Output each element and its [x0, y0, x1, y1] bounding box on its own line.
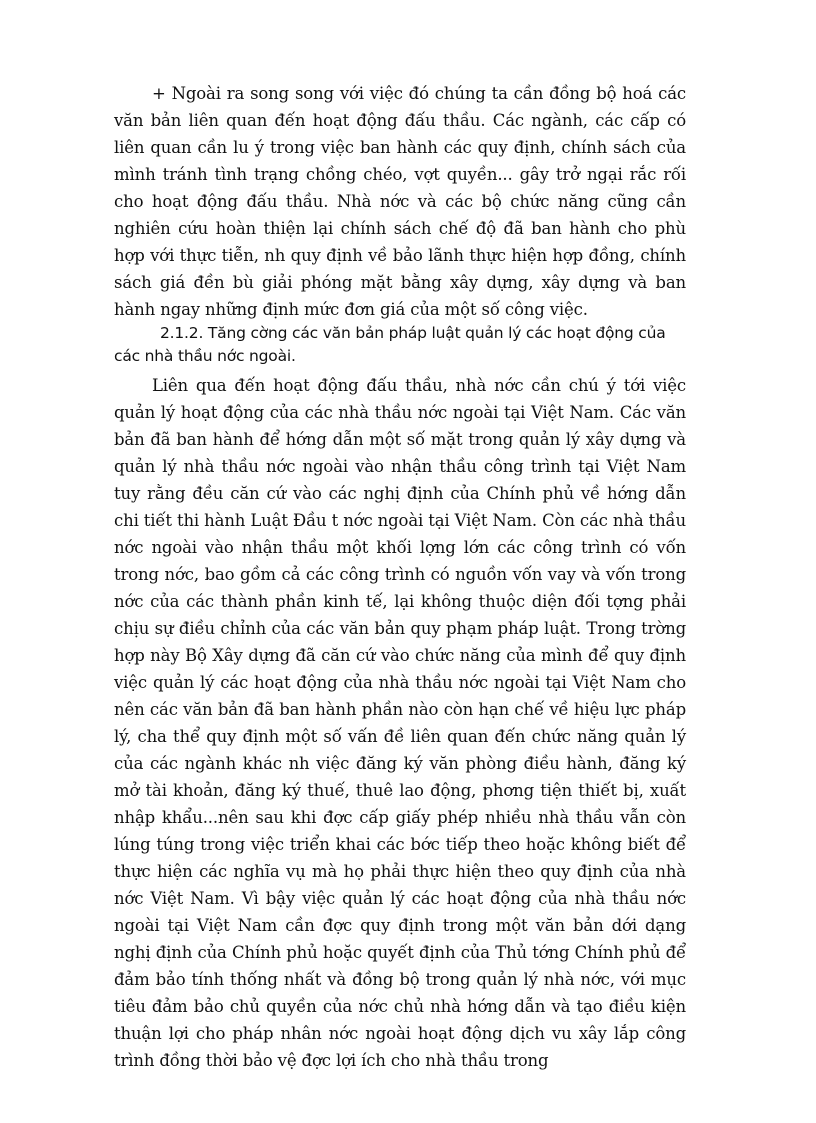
section-heading: 2.1.2. Tăng cờng các văn bản pháp luật quản lý các hoạt động của các nhà thầu nớc ngoài. [114, 324, 666, 365]
paragraph-1: + Ngoài ra song song với việc đó chúng ta cần đồng bộ hoá các văn bản liên quan đến hoạt động đấu thầu. Các ngành, các cấp có liên quan cần lu ý trong việc ban hành các quy định, chính sách của mình tránh tình trạng chồng chéo, vợt quyền... gây trở ngại rắc rối cho hoạt động đấu thầu. Nhà nớc và các bộ chức năng cũng cần nghiên cứu hoàn thiện lại chính sách chế độ đã ban hành cho phù hợp với thực tiễn, nh quy định về bảo lãnh thực hiện hợp đồng, chính sách giá đền bù giải phóng mặt bằng xây dựng, xây dựng và ban hành ngay những định mức đơn giá của một số công việc. [114, 84, 686, 319]
paragraph-2: Liên qua đến hoạt động đấu thầu, nhà nớc cần chú ý tới việc quản lý hoạt động của các nhà thầu nớc ngoài tại Việt Nam. Các văn bản đã ban hành để hớng dẫn một số mặt trong quản lý xây dựng và quản lý nhà thầu nớc ngoài vào nhận thầu công trình tại Việt Nam tuy rằng đều căn cứ vào các nghị định của Chính phủ về hớng dẫn chi tiết thi hành Luật Đầu t nớc ngoài tại Việt Nam. Còn các nhà thầu nớc ngoài vào nhận thầu một khối lợng lớn các công trình có vốn trong nớc, bao gồm cả các công trình có nguồn vốn vay và vốn trong nớc của các thành phần kinh tế, lại không thuộc diện đối tợng phải chịu sự điều chỉnh của các văn bản quy phạm pháp luật. Trong trờng hợp này Bộ Xây dựng đã căn cứ vào chức năng của mình để quy định việc quản lý các hoạt động của nhà thầu nớc ngoài tại Việt Nam cho nên các văn bản đã ban hành phần nào còn hạn chế về hiệu lực pháp lý, cha thể quy định một số vấn đề liên quan đến chức năng quản lý của các ngành khác nh việc đăng ký văn phòng điều hành, đăng ký mở tài khoản, đăng ký thuế, thuê lao động, phơng tiện thiết bị, xuất nhập khẩu...nên sau khi đợc cấp giấy phép nhiều nhà thầu vẫn còn lúng túng trong việc triển khai các bớc tiếp theo hoặc không biết để thực hiện các nghĩa vụ mà họ phải thực hiện theo quy định của nhà nớc Việt Nam. Vì bậy việc quản lý các hoạt động của nhà thầu nớc ngoài tại Việt Nam cần đợc quy định trong một văn bản dới dạng nghị định của Chính phủ hoặc quyết định của Thủ tớng Chính phủ để đảm bảo tính thống nhất và đồng bộ trong quản lý nhà nớc, với mục tiêu đảm bảo chủ quyền của nớc chủ nhà hớng dẫn và tạo điều kiện thuận lợi cho pháp nhân nớc ngoài hoạt động dịch vu xây lắp công trình đồng thời bảo vệ đợc lợi ích cho nhà thầu trong [114, 376, 686, 1070]
